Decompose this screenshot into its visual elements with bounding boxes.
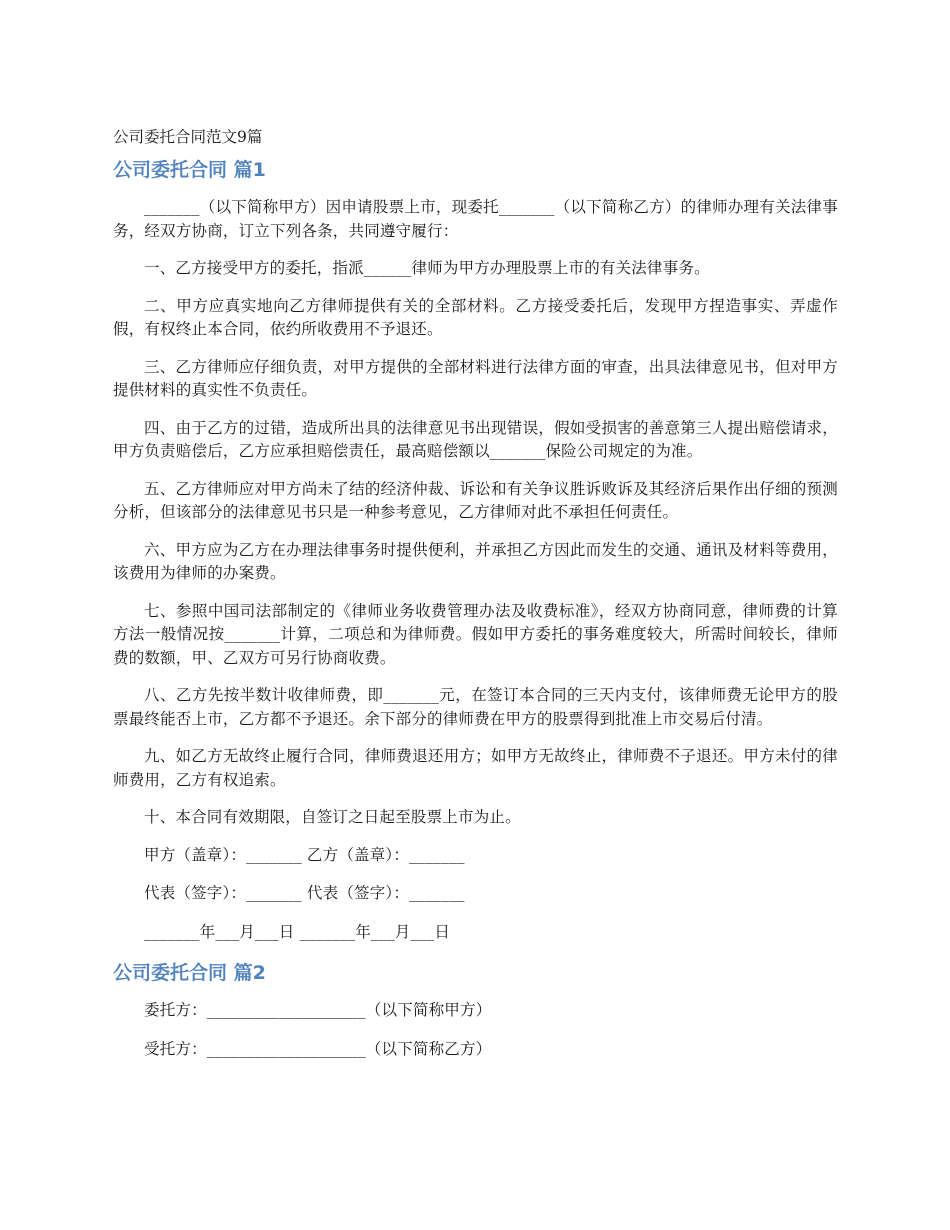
signature-seal-line: 甲方（盖章）：_______ 乙方（盖章）：_______	[144, 845, 465, 864]
document-page	[113, 124, 838, 1076]
clause-5: 五、乙方律师应对甲方尚未了结的经济仲裁、诉讼和有关争议胜诉败诉及其经济后果作出仔细的预测分析，但该部分的法律意见书只是一种参考意见，乙方律师对此不承担任何责任。	[113, 479, 838, 521]
signature-date-line: _______年___月___日 _______年___月___日	[144, 922, 451, 941]
section-heading-2: 公司委托合同 篇2	[113, 962, 266, 984]
clause-6: 六、甲方应为乙方在办理法律事务时提供便利，并承担乙方因此而发生的交通、通讯及材料等费用，该费用为律师的办案费。	[113, 540, 838, 582]
section-2-body	[113, 999, 838, 1061]
clause-9: 九、如乙方无故终止履行合同，律师费退还用方；如甲方无故终止，律师费不子退还。甲方未付的律师费用，乙方有权追索。	[113, 747, 838, 789]
clause-7: 七、参照中国司法部制定的《律师业务收费管理办法及收费标准》，经双方协商同意，律师费的计算方法一般情况按_______计算，二项总和为律师费。假如甲方委托的事务难度较大，所需时间较长，律师费的数额，甲、乙双方可另行协商收费。	[113, 601, 838, 667]
agent-line: 受托方：____________________（以下简称乙方）	[144, 1039, 492, 1058]
principal-line: 委托方：____________________（以下简称甲方）	[144, 1001, 492, 1019]
section-1-body	[113, 196, 838, 944]
clause-2: 二、甲方应真实地向乙方律师提供有关的全部材料。乙方接受委托后，发现甲方捏造事实、弄虚作假，有权终止本合同，依约所收费用不予退还。	[113, 296, 838, 338]
document-title: 公司委托合同范文9篇	[113, 128, 263, 146]
clause-8: 八、乙方先按半数计收律师费，即_______元，在签订本合同的三天内支付，该律师费无论甲方的股票最终能否上市，乙方都不予退还。余下部分的律师费在甲方的股票得到批准上市交易后付清。	[113, 686, 838, 728]
clause-4: 四、由于乙方的过错，造成所出具的法律意见书出现错误，假如受损害的善意第三人提出赔偿请求，甲方负责赔偿后，乙方应承担赔偿责任，最高赔偿额以_______保险公司规定的为准。	[113, 418, 838, 460]
signature-rep-line: 代表（签字）：_______ 代表（签字）：_______	[144, 884, 465, 902]
clause-3: 三、乙方律师应仔细负责，对甲方提供的全部材料进行法律方面的审查，出具法律意见书，但对甲方提供材料的真实性不负责任。	[113, 357, 838, 399]
intro-paragraph: _______（以下简称甲方）因申请股票上市，现委托_______（以下简称乙方）的律师办理有关法律事务，经双方协商，订立下列各条，共同遵守履行：	[113, 198, 838, 240]
clause-10: 十、本合同有效期限，自签订之日起至股票上市为止。	[144, 808, 521, 826]
clause-1: 一、乙方接受甲方的委托，指派______律师为甲方办理股票上市的有关法律事务。	[144, 259, 710, 277]
section-heading-1: 公司委托合同 篇1	[113, 159, 266, 181]
